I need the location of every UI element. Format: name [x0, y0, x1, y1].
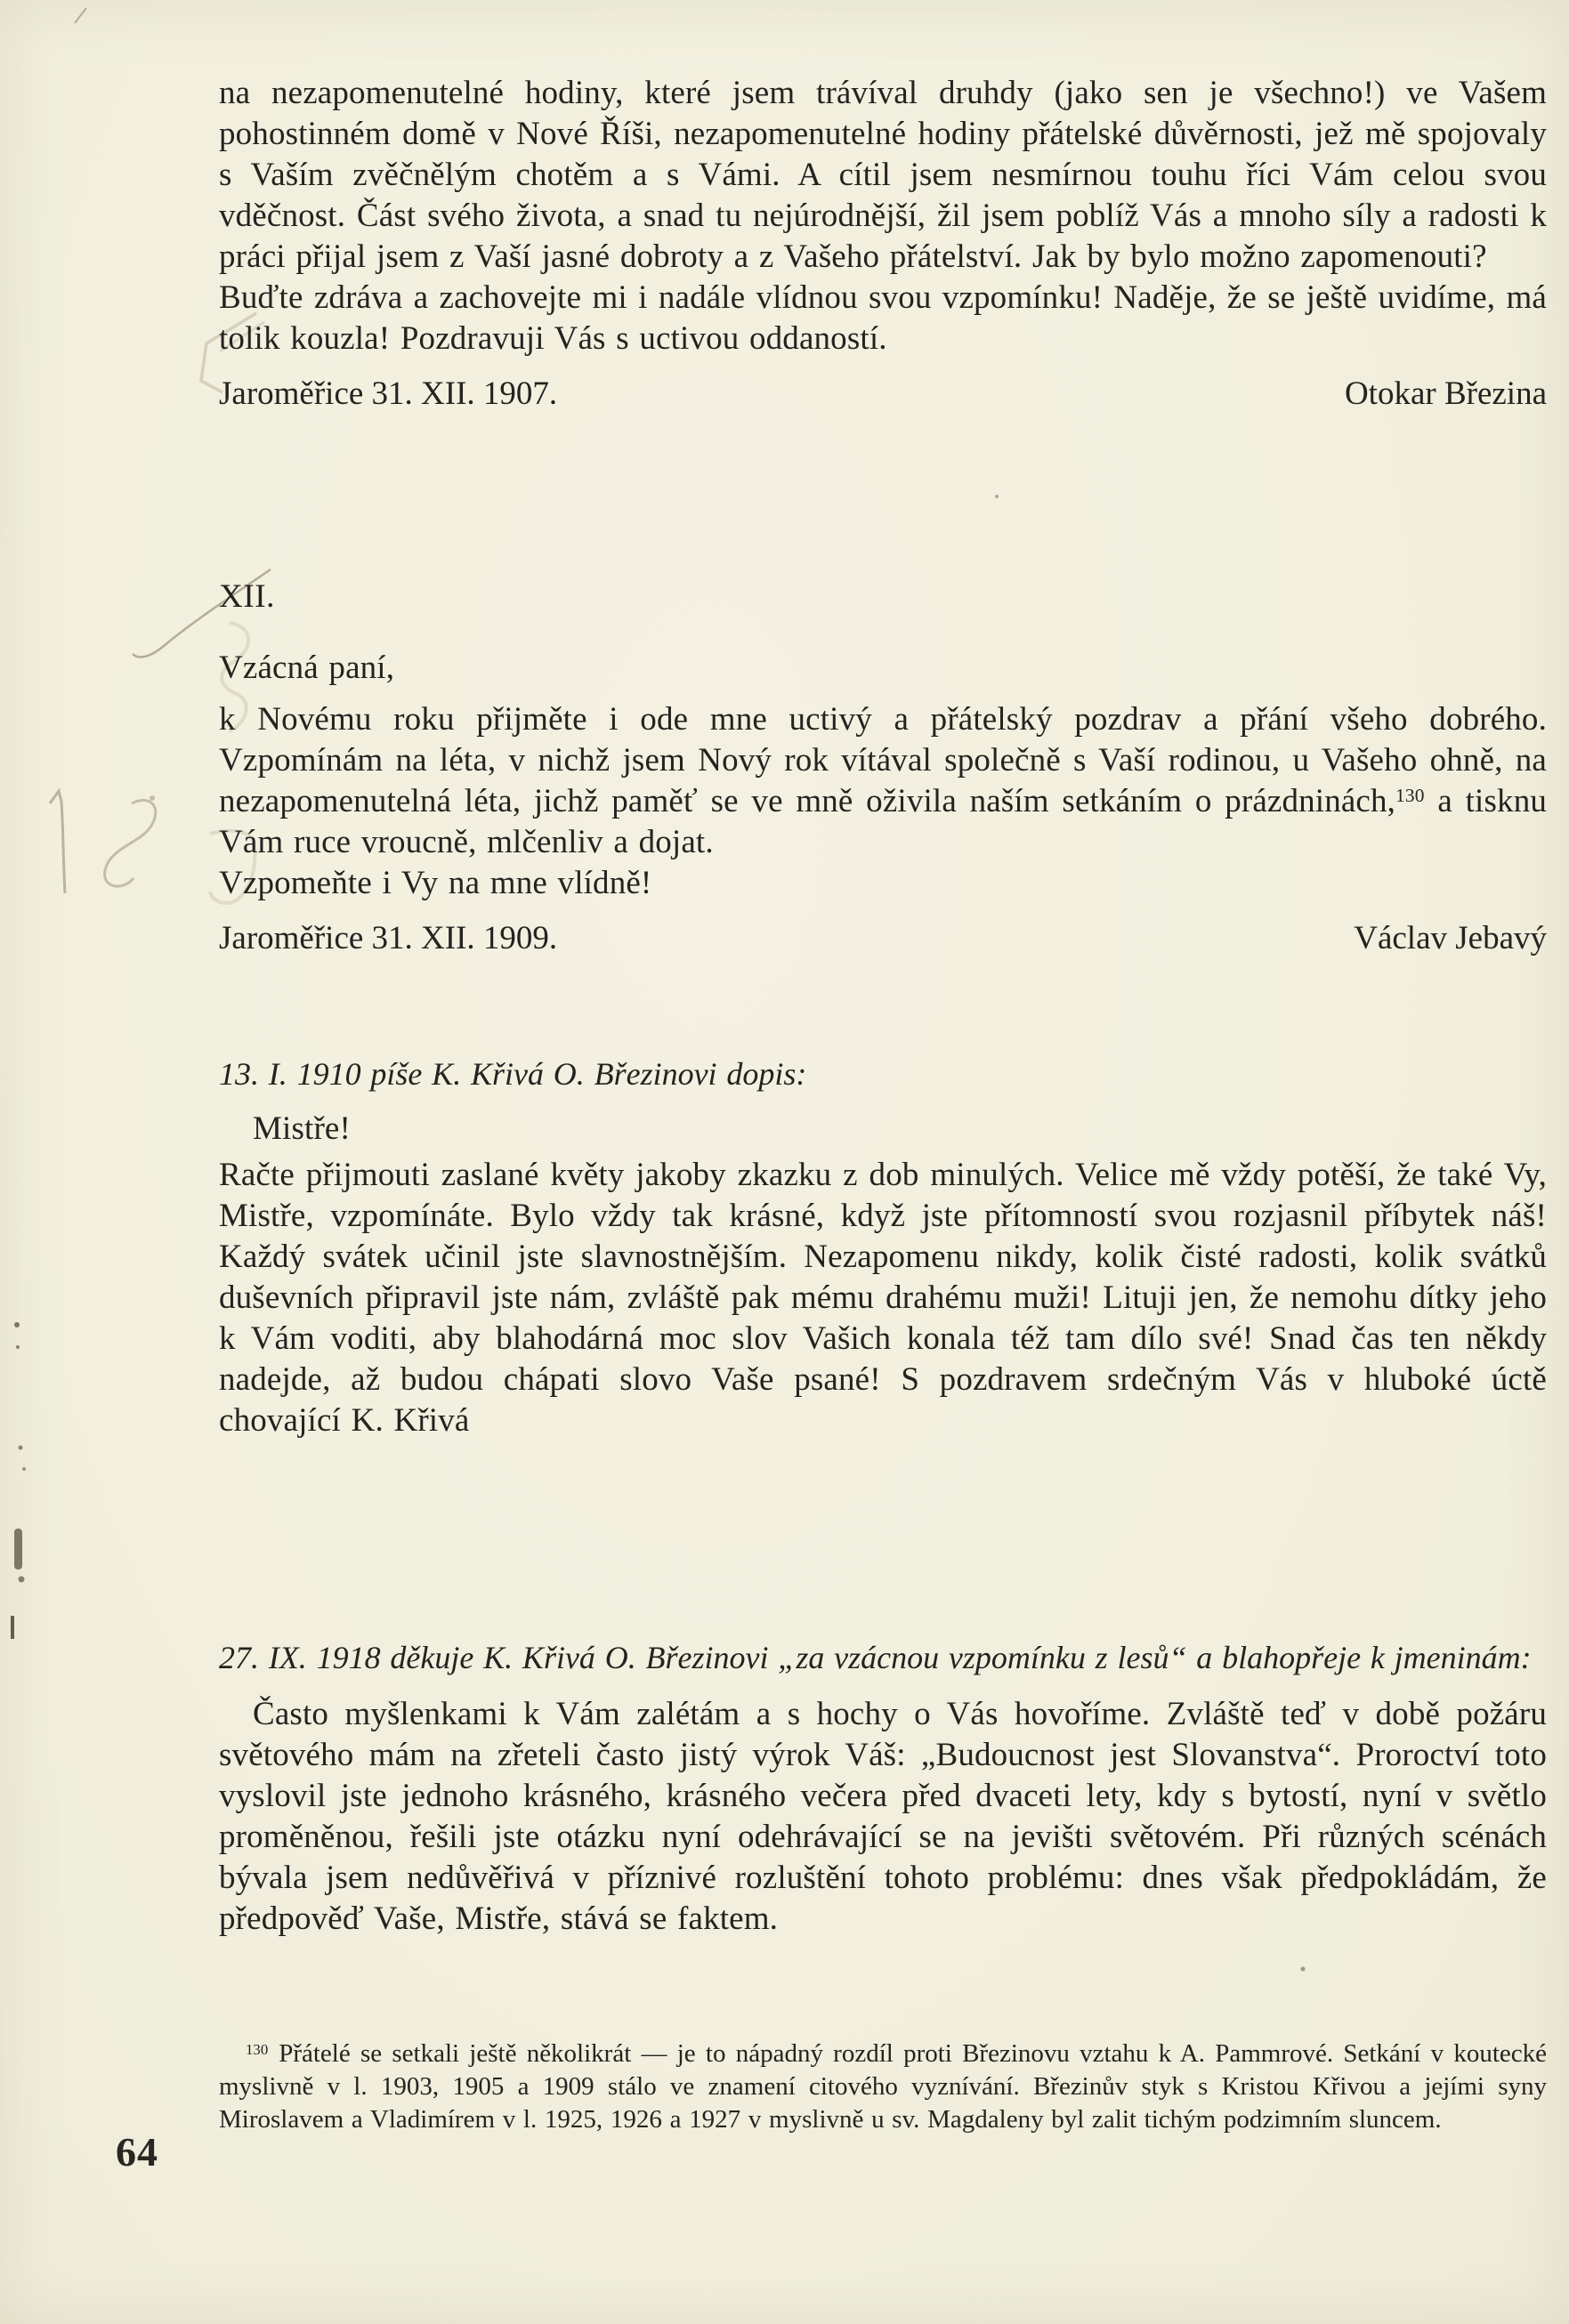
ink-tick [11, 1616, 14, 1639]
pencil-margin-scribble-left [50, 791, 65, 893]
place-date: Jaroměřice 31. XII. 1907. [219, 375, 558, 412]
paragraph: na nezapomenutelné hodiny, které jsem trávíval druhdy (jako sen je všechno!) ve Vašem pohostinném domě v Nové Říši, nezapomenutelné hodiny přátelské důvěrnosti, jež mě spojovaly s Vaším zvěčnělým chotěm a s Vámi. A cítil jsem nesmírnou touhu říci Vám celou svou vděčnost. Část svého života, a snad tu nejúrodnější, žil jsem poblíž Vás a mnoho síly a radosti k práci přijal jsem z Vaší jasné dobroty a z Vašeho přátelství. Jak by bylo možno zapomenouti? [219, 75, 1547, 275]
section-letter-xii [219, 577, 1547, 959]
section-footnote [219, 2038, 1547, 2136]
ink-speck [22, 1467, 26, 1471]
paragraph: Často myšlenkami k Vám zalétám a s hochy o Vás hovoříme. Zvláště teď v době požáru světového mám na zřeteli často jistý výrok Váš: „Budoucnost jest Slovanstva“. Proroctví toto vyslovil jste jednoho krásného, krásného večera před dvaceti lety, kdy s bytostí, nyní v světlo proměněnou, řešili jste otázku nyní odehrávající se na jevišti světovém. Při různých scénách bývala jsem nedůvěřivá v příznivé rozluštění tohoto problému: dnes však předpokládám, že předpověď Vaše, Mistře, stává se faktem. [219, 1696, 1547, 1937]
paragraph-text: k Novému roku přijměte i ode mne uctivý a přátelský pozdrav a přání všeho dobrého. Vzpomínám na léta, v nichž jsem Nový rok vítával společně s Vaší rodinou, u Vašeho ohně, na nezapomenutelná léta, jichž paměť se ve mně oživila naším setkáním o prázdninách, [219, 701, 1547, 819]
footnote-ref: 130 [1395, 785, 1425, 807]
paragraph-text: a tisknu Vám ruce vroucně, mlčenliv a dojat. [219, 783, 1547, 860]
signature: Otokar Březina [1344, 375, 1547, 412]
ink-speck [19, 1577, 25, 1583]
pencil-margin-scribble-s [105, 800, 156, 886]
footnote [219, 2038, 1547, 2136]
dateline [219, 918, 1547, 959]
paragraph: Račte přijmouti zaslané květy jakoby zkazku z dob minulých. Velice mě vždy potěší, že také Vy, Mistře, vzpomínáte. Bylo vždy tak krásné, když jste přítomností svou rozjasnil příbytek náš! Každý svátek učinil jste slavnostnějším. Nezapomenu nikdy, kolik čisté radosti, kolik svátků duševních připravil jste nám, zvláště pak mému drahému muži! Lituji jen, že nemohu dítky jeho k Vám voditi, aby blahodárná moc slov Vašich konala též tam dílo své! Snad čas ten někdy nadejde, až budou chápati slovo Vaše psané! S pozdravem srdečným Vás v hluboké úctě chovající K. Křivá [219, 1157, 1547, 1439]
pencil-dot [150, 795, 155, 801]
section-letter-1910 [219, 1052, 1547, 1441]
signature: Václav Jebavý [1354, 920, 1547, 956]
ink-speck [19, 1446, 23, 1450]
corner-mark [75, 8, 86, 23]
dateline [219, 374, 1547, 415]
ink-dash [14, 1529, 22, 1570]
section-letter-1907 [219, 73, 1547, 415]
salutation: Mistře! [253, 1110, 351, 1147]
paragraph [219, 699, 1547, 863]
section-letter-1918 [219, 1635, 1547, 1940]
footnote-marker: 130 [246, 2040, 269, 2058]
text-column [219, 0, 1547, 2324]
paragraph: Buďte zdráva a zachovejte mi i nadále vlídnou svou vzpomínku! Naděje, že se ještě uvidíme, má tolik kouzla! Pozdravuji Vás s uctivou oddaností. [219, 279, 1547, 357]
place-date: Jaroměřice 31. XII. 1909. [219, 920, 558, 956]
editor-note: 27. IX. 1918 děkuje K. Křivá O. Březinovi „za vzácnou vzpomínku z lesů“ a blahopřeje k jmeninám: [219, 1640, 1532, 1675]
footnote-text: Přátelé se setkali ještě několikrát — je to nápadný rozdíl proti Březinovu vztahu k A. Pammrové. Setkání v koutecké myslivně v l. 1903, 1905 a 1909 stálo ve znamení citového vyznívání. Březinův styk s Kristou Křivou a jejími syny Miroslavem a Vladimírem v l. 1925, 1926 a 1927 v myslivně u sv. Magdaleny byl zalit tichým podzimním sluncem. [219, 2039, 1547, 2134]
salutation: Vzácná paní, [219, 650, 395, 686]
ink-speck [16, 1345, 20, 1349]
editor-note: 13. I. 1910 píše K. Křivá O. Březinovi dopis: [219, 1056, 807, 1092]
section-heading: XII. [219, 578, 276, 615]
closing-line: Vzpomeňte i Vy na mne vlídně! [219, 865, 652, 901]
ink-speck [14, 1322, 20, 1327]
page-number: 64 [116, 2129, 158, 2175]
